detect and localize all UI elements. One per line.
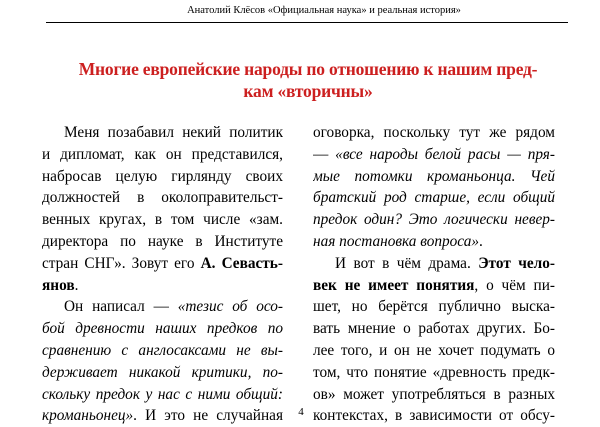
running-header: Анатолий Клёсов «Официальная наука» и реальная история» — [187, 5, 461, 16]
text-line — [42, 296, 283, 318]
text-segment: стран СНГ». Зовут его — [42, 254, 201, 272]
quote-line: скольку предок у нас с ними общий: — [42, 385, 283, 403]
text-line: набросав целую гирлянду своих — [42, 167, 283, 185]
text-line: и дипломат, как он представился, — [42, 145, 283, 163]
quote-segment: «все народы белой расы — пря- — [335, 145, 555, 163]
quote-line: держивает никакой критики, по- — [42, 363, 283, 381]
text-segment: . — [74, 276, 79, 294]
quote-line: мые потомки кроманьонца. Чей — [313, 167, 555, 185]
emphasis-segment: Этот чело- — [478, 254, 555, 272]
text-line: ов» может употребляться в разных — [313, 385, 555, 403]
quote-line: предок один? Это логически невер- — [313, 211, 555, 229]
text-segment: , о чём пи- — [474, 276, 555, 294]
emphasis-segment: век не имеет понятия — [313, 276, 475, 294]
text-line — [42, 275, 283, 297]
text-line — [42, 405, 283, 427]
text-line: том, что понятие «древность предк- — [313, 363, 555, 381]
text-line: директора по науке в Институте — [42, 232, 283, 250]
quote-line: сравнению с англосаксами не вы- — [42, 341, 283, 359]
text-line: должностей в околоправительст- — [42, 189, 283, 207]
text-line — [313, 275, 555, 297]
chapter-title — [58, 58, 558, 102]
quote-segment: «тезис об осо- — [177, 298, 283, 316]
text-line: контекстах, в зависимости от обсу- — [313, 407, 555, 425]
text-segment: Он написал — — [64, 298, 178, 316]
text-line: шет, но берётся публично выска- — [313, 298, 555, 316]
page-number: 4 — [298, 406, 304, 418]
chapter-title-line-2: кам «вторичны» — [243, 81, 373, 101]
header-rule — [46, 22, 568, 23]
text-segment: И вот в чём драма. — [335, 254, 479, 272]
author-name: А. Севасть- — [200, 254, 283, 272]
quote-segment: кроманьонец» — [42, 407, 134, 425]
text-line — [313, 144, 555, 166]
text-segment: . — [479, 232, 483, 250]
text-segment: — — [313, 145, 336, 163]
quote-line: братский род старше, если общий — [313, 189, 555, 207]
text-line — [313, 231, 555, 253]
text-line — [42, 253, 283, 275]
text-segment: . И это не случайная — [133, 407, 283, 425]
author-name-end: янов — [42, 276, 75, 294]
text-line: Меня позабавил некий политик — [64, 124, 283, 141]
quote-segment: ная постановка вопроса» — [313, 232, 479, 250]
chapter-title-line-1: Многие европейские народы по отношению к нашим пред- — [78, 59, 538, 79]
quote-line: бой древности наших предков по — [42, 320, 283, 338]
right-text-column — [313, 122, 555, 427]
left-text-column — [42, 122, 283, 427]
text-line: лее того, и он не хочет подумать о — [313, 341, 555, 359]
text-line: венных кругах, в том числе «зам. — [42, 211, 283, 229]
text-line — [313, 253, 555, 275]
text-line: оговорка, поскольку тут же рядом — [313, 124, 555, 141]
text-line: вать мнение о работах других. Бо- — [313, 320, 555, 338]
